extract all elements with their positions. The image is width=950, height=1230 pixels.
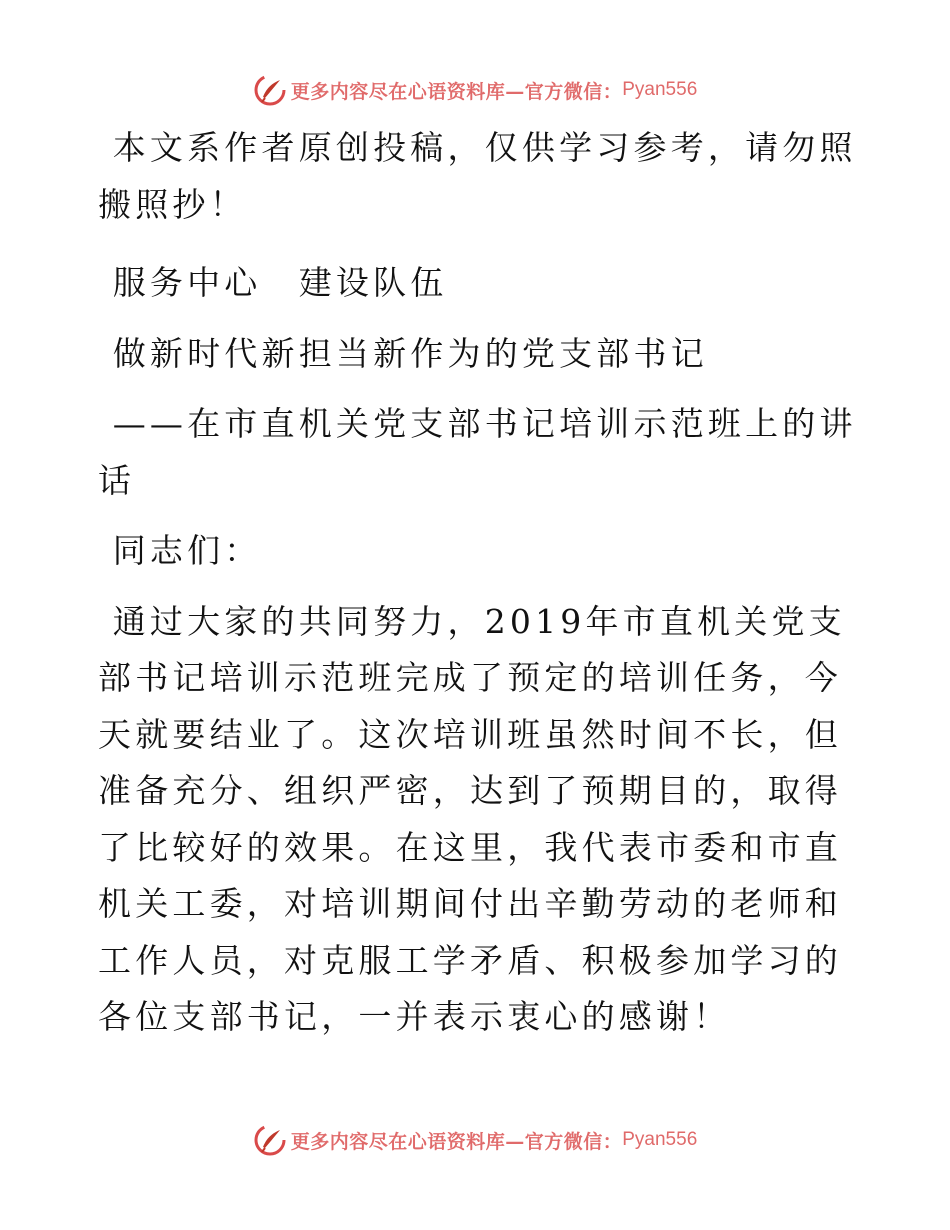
greeting: 同志们： [98, 531, 262, 570]
document-body [98, 120, 858, 1046]
body-paragraph: 通过大家的共同努力，2019年市直机关党支部书记培训示范班完成了预定的培训任务，今天就要结业了。这次培训班虽然时间不长，但准备充分、组织严密，达到了预期目的，取得了比较好的效果。在这里，我代表市委和市直机关工委，对培训期间付出辛勤劳动的老师和工作人员，对克服工学矛盾、积极参加学习的各位支部书记，一并表示衷心的感谢！ [98, 601, 846, 1036]
watermark-text: 更多内容尽在心语资料库—官方微信： [290, 1130, 623, 1153]
header-watermark [0, 70, 950, 110]
watermark-wechat-id: Pyan556 [622, 1129, 698, 1150]
feather-swirl-logo-icon [253, 1123, 287, 1157]
footer-watermark [0, 1120, 950, 1160]
feather-swirl-logo-icon [253, 73, 287, 107]
speech-subtitle: ——在市直机关党支部书记培训示范班上的讲话 [98, 404, 857, 500]
watermark-wechat-id: Pyan556 [622, 79, 698, 100]
watermark-text: 更多内容尽在心语资料库—官方微信： [290, 80, 623, 103]
section-heading: 服务中心 建设队伍 [98, 263, 448, 302]
speech-title: 做新时代新担当新作为的党支部书记 [98, 333, 708, 373]
copyright-notice: 本文系作者原创投稿，仅供学习参考，请勿照搬照抄！ [98, 128, 857, 224]
